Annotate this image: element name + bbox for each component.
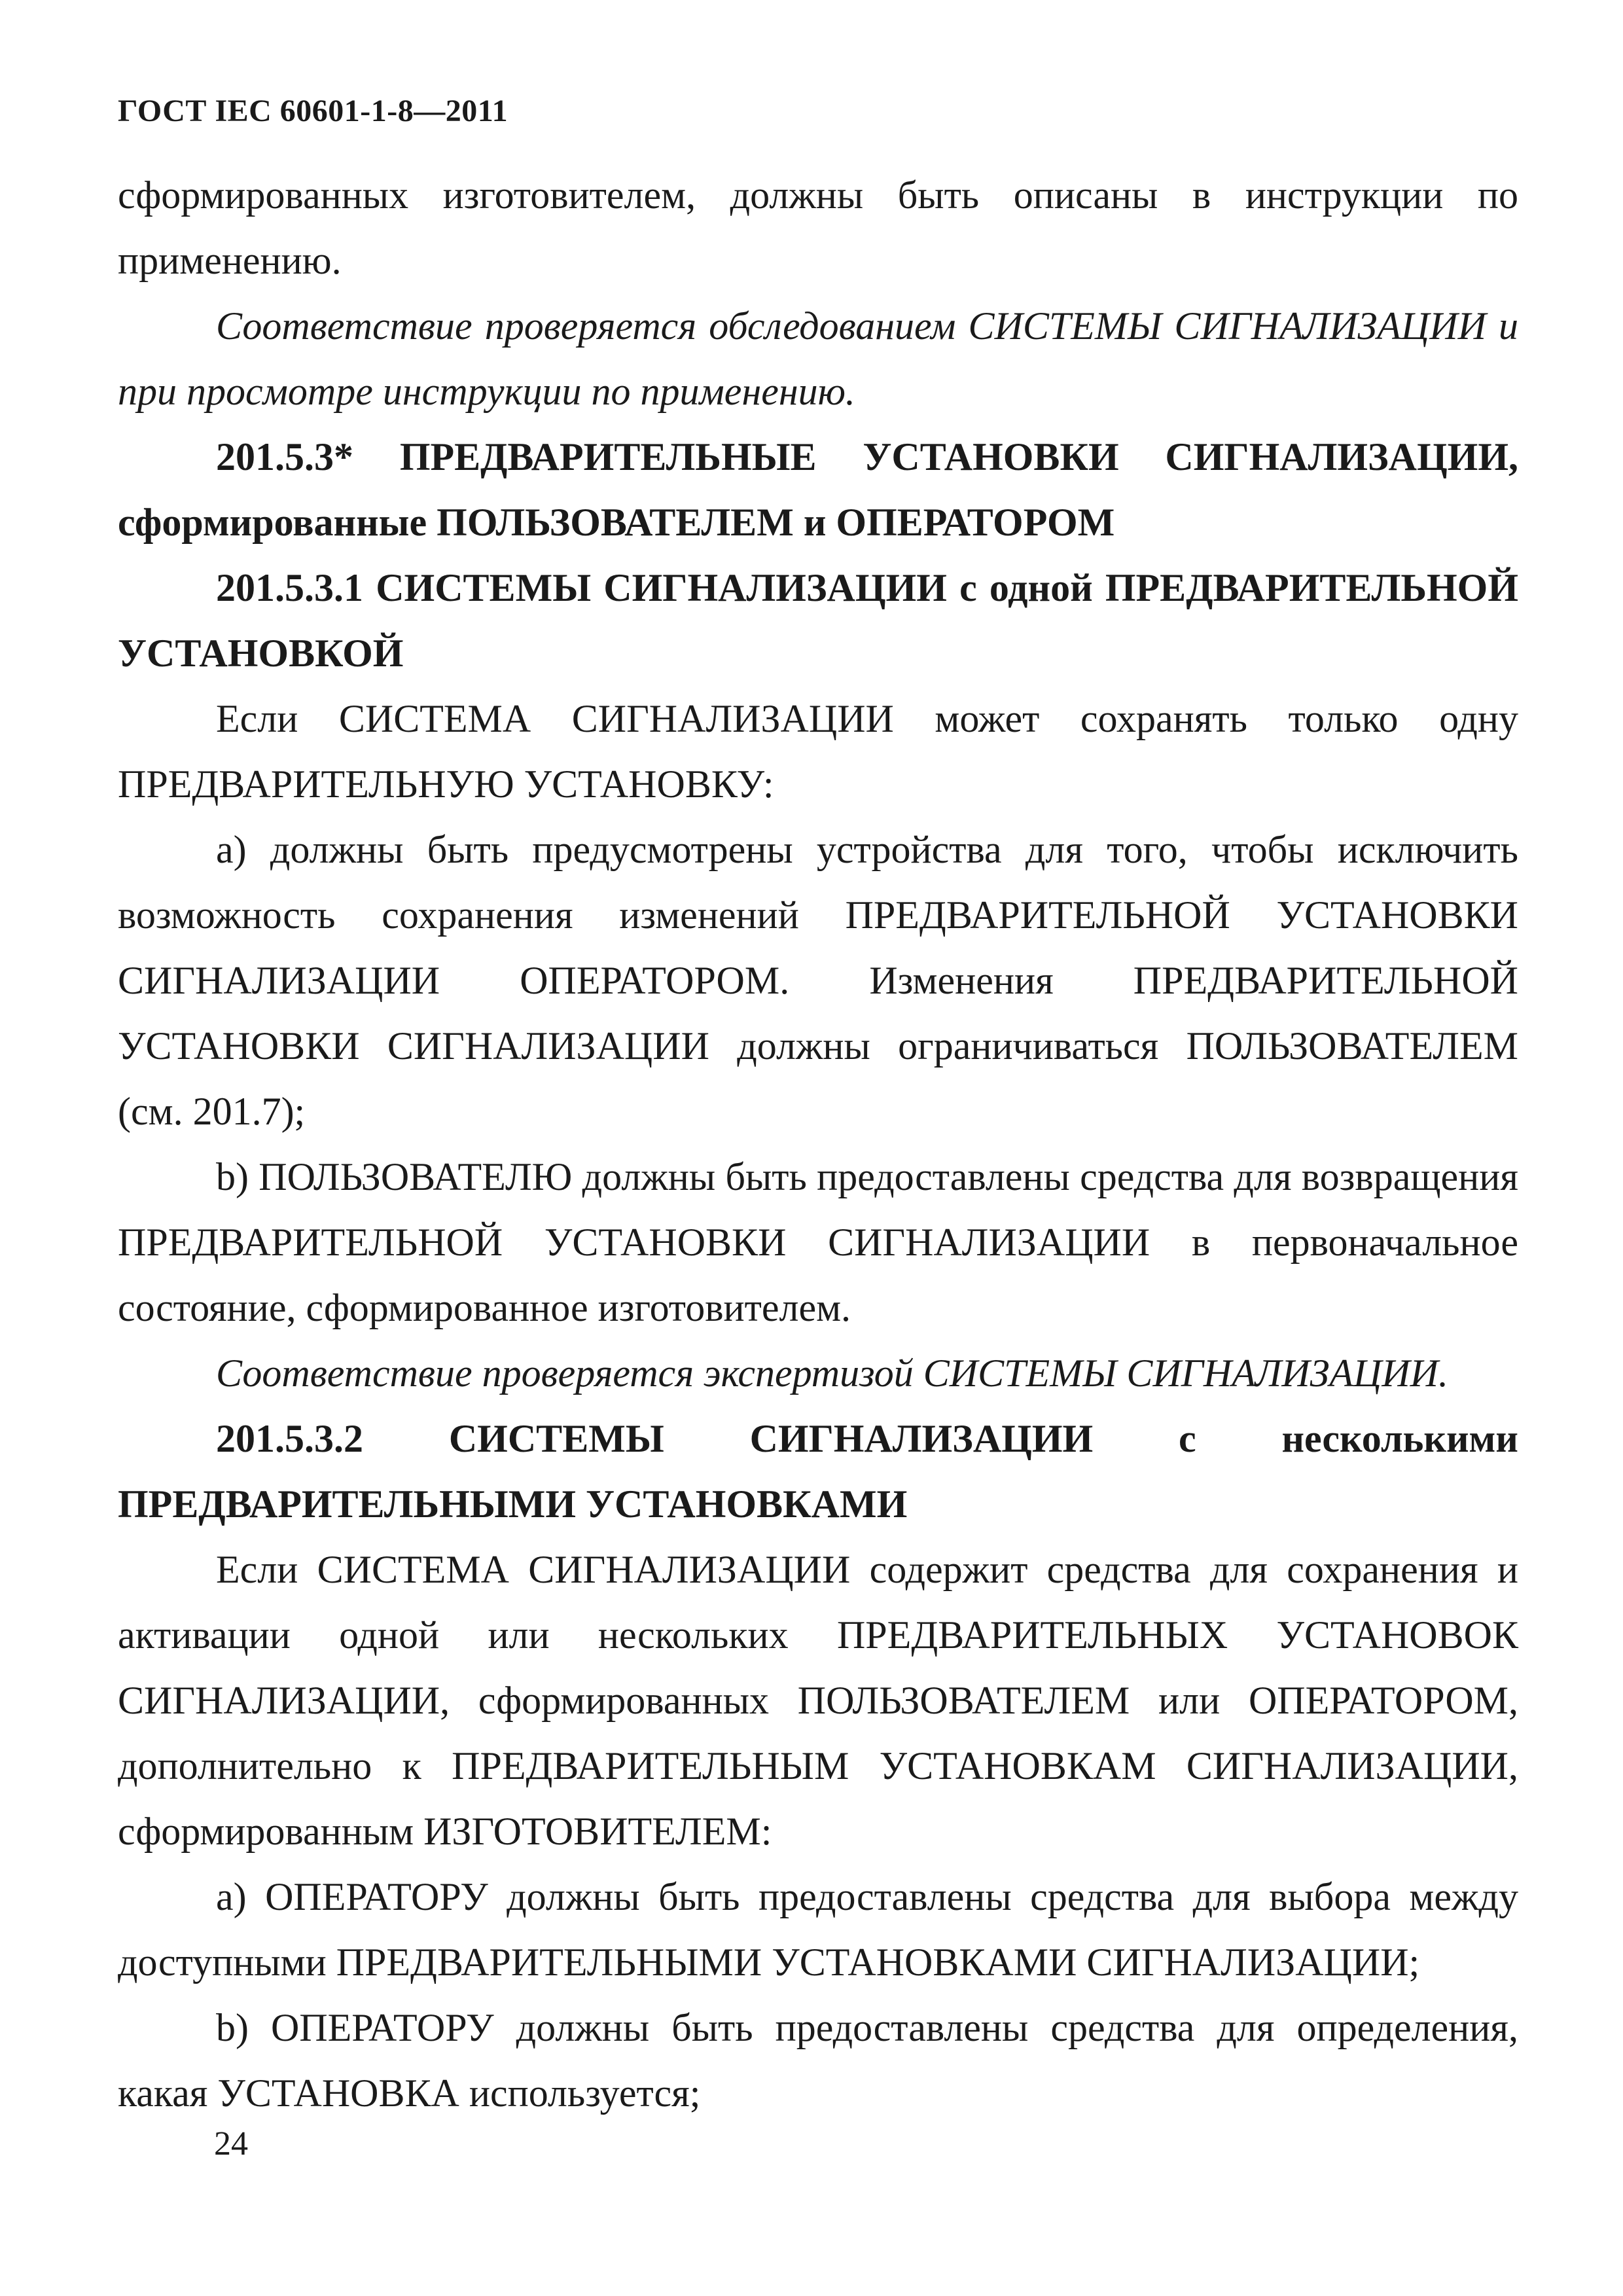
- paragraph-single-preset: Если СИСТЕМА СИГНАЛИЗАЦИИ может сохранять только одну ПРЕДВАРИТЕЛЬНУЮ УСТАНОВКУ:: [118, 697, 1518, 806]
- section-heading-201-5-3-2: 201.5.3.2 СИСТЕМЫ СИГНАЛИЗАЦИИ с несколькими ПРЕДВАРИТЕЛЬНЫМИ УСТАНОВКАМИ: [118, 1417, 1518, 1526]
- list-item-b: b) ПОЛЬЗОВАТЕЛЮ должны быть предоставлены средства для возвращения ПРЕДВАРИТЕЛЬНОЙ УСТАНОВКИ СИГНАЛИЗАЦИИ в первоначальное состояние, сформированное изготовителем.: [118, 1155, 1518, 1329]
- section-heading-201-5-3-1: 201.5.3.1 СИСТЕМЫ СИГНАЛИЗАЦИИ с одной ПРЕДВАРИТЕЛЬНОЙ УСТАНОВКОЙ: [118, 566, 1518, 675]
- compliance-note: Соответствие проверяется экспертизой СИСТЕМЫ СИГНАЛИЗАЦИИ.: [216, 1352, 1448, 1395]
- page-number: 24: [214, 2125, 248, 2162]
- paragraph-multiple-presets: Если СИСТЕМА СИГНАЛИЗАЦИИ содержит средства для сохранения и активации одной или нескольких ПРЕДВАРИТЕЛЬНЫХ УСТАНОВОК СИГНАЛИЗАЦИИ, сформированных ПОЛЬЗОВАТЕЛЕМ или ОПЕРАТОРОМ, дополнительно к ПРЕДВАРИТЕЛЬНЫМ УСТАНОВКАМ СИГНАЛИЗАЦИИ, сформированным ИЗГОТОВИТЕЛЕМ:: [118, 1548, 1518, 1853]
- list-item-a: а) ОПЕРАТОРУ должны быть предоставлены средства для выбора между доступными ПРЕДВАРИТЕЛЬНЫМИ УСТАНОВКАМИ СИГНАЛИЗАЦИИ;: [118, 1875, 1518, 1984]
- document-body: [118, 162, 1518, 2126]
- list-item-b: b) ОПЕРАТОРУ должны быть предоставлены средства для определения, какая УСТАНОВКА используется;: [118, 2006, 1518, 2115]
- document-header: ГОСТ IEC 60601-1-8—2011: [118, 94, 508, 128]
- compliance-note: Соответствие проверяется обследованием СИСТЕМЫ СИГНАЛИЗАЦИИ и при просмотре инструкции по применению.: [118, 304, 1518, 413]
- list-item-a: а) должны быть предусмотрены устройства для того, чтобы исключить возможность сохранения изменений ПРЕДВАРИТЕЛЬНОЙ УСТАНОВКИ СИГНАЛИЗАЦИИ ОПЕРАТОРОМ. Изменения ПРЕДВАРИТЕЛЬНОЙ УСТАНОВКИ СИГНАЛИЗАЦИИ должны ограничиваться ПОЛЬЗОВАТЕЛЕМ (см. 201.7);: [118, 828, 1518, 1133]
- paragraph-continuation: сформированных изготовителем, должны быть описаны в инструкции по применению.: [118, 173, 1518, 282]
- section-heading-201-5-3: 201.5.3* ПРЕДВАРИТЕЛЬНЫЕ УСТАНОВКИ СИГНАЛИЗАЦИИ, сформированные ПОЛЬЗОВАТЕЛЕМ и ОПЕРАТОРОМ: [118, 435, 1518, 544]
